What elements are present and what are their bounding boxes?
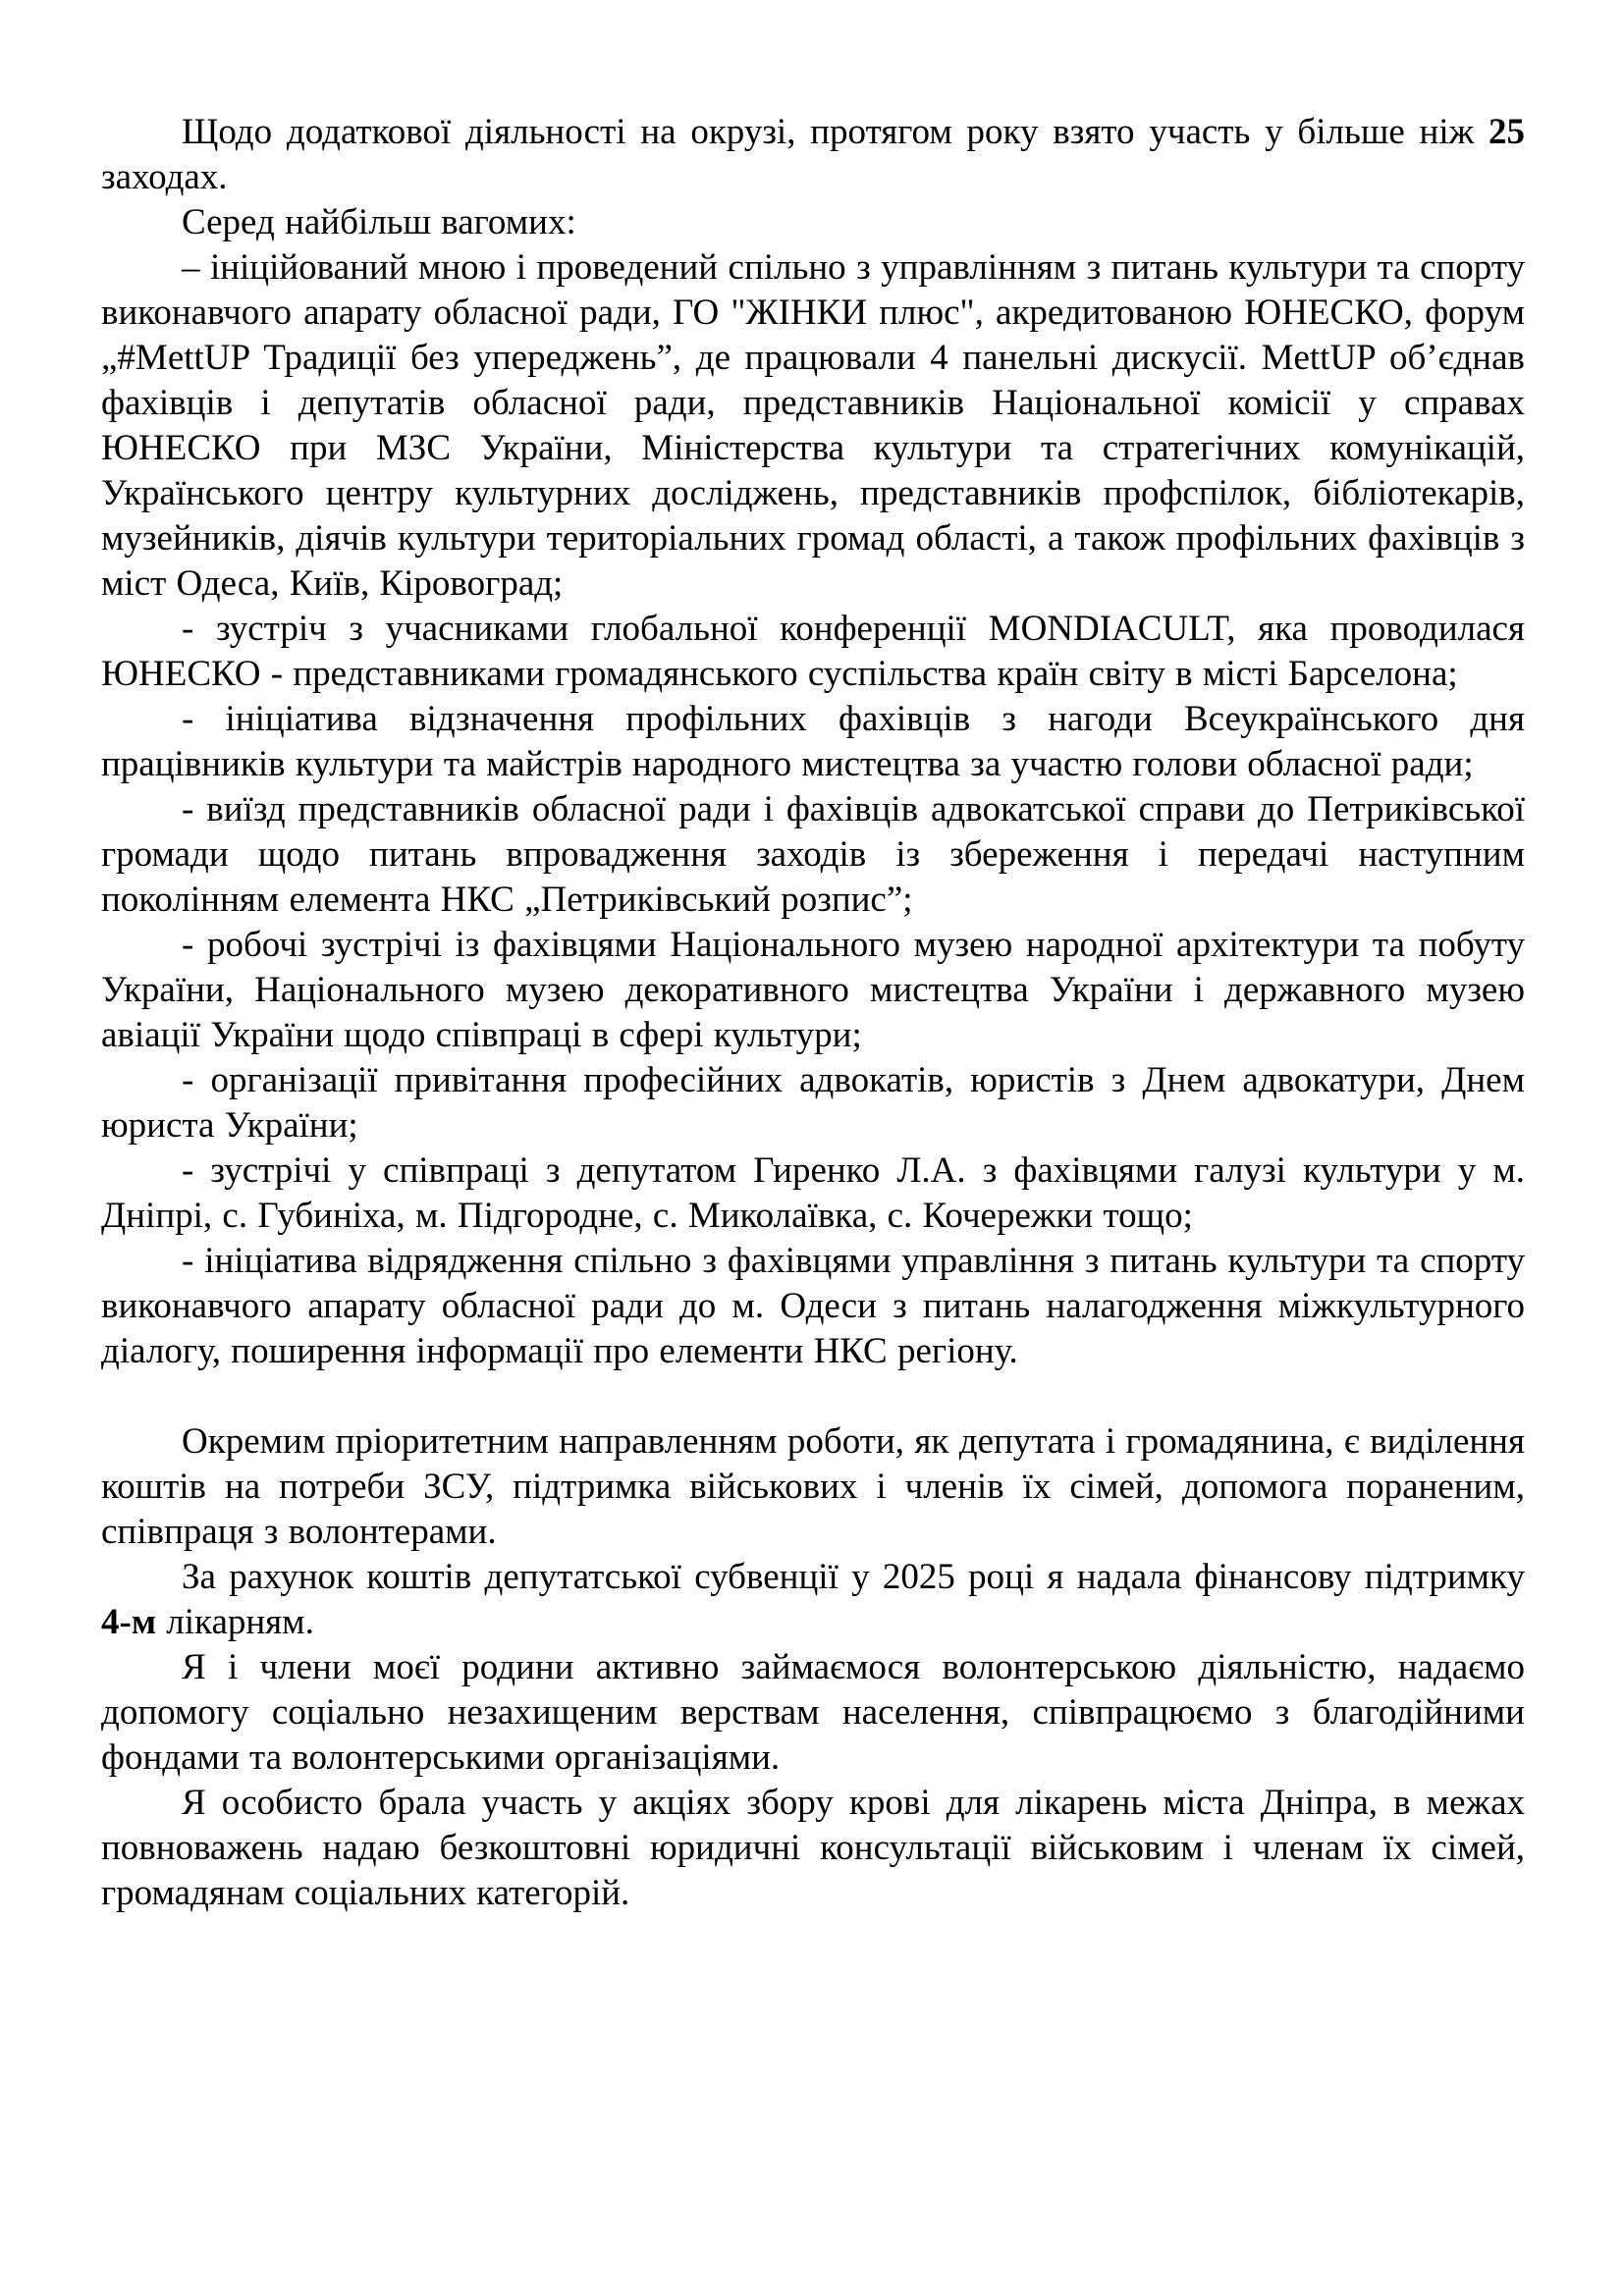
text-run: - виїзд представників обласної ради і фахівців адвокатської справи до Петриківської громади щодо питань впровадження заходів із збереження і передачі наступним поколінням елемента НКС „Петриківський розпис”; [101,789,1525,920]
text-run: Я особисто брала участь у акціях збору крові для лікарень міста Дніпра, в межах повноважень надаю безкоштовні юридичні консультації військовим і членам їх сімей, громадянам соціальних категорій. [101,1783,1525,1913]
paragraph-most-significant-heading [101,200,1525,245]
text-run: - ініціатива відзначення профільних фахівців з нагоди Всеукраїнського дня працівників культури та майстрів народного мистецтва за участю голови обласної ради; [101,699,1525,784]
text-run: За рахунок коштів депутатської субвенції у 2025 році я надала фінансову підтримку [182,1557,1525,1597]
paragraph-bullet-mondiacult-meeting [101,607,1525,697]
text-run-bold: 4-м [101,1602,157,1642]
paragraph-bullet-mettup-forum [101,245,1525,607]
text-run: Я і члени моєї родини активно займаємося волонтерською діяльністю, надаємо допомогу соціально незахищеним верствам населення, співпрацюємо з благодійними фондами та волонтерськими організаціями. [101,1647,1525,1778]
text-run: - зустріч з учасниками глобальної конференції MONDIACULT, яка проводилася ЮНЕСКО - представниками громадянського суспільства країн світу в місті Барселона; [101,609,1525,694]
text-run: - організації привітання професійних адвокатів, юристів з Днем адвокатури, Днем юриста України; [101,1060,1525,1146]
text-run-bold: 25 [1489,112,1525,152]
text-run: - ініціатива відрядження спільно з фахівцями управління з питань культури та спорту виконавчого апарату обласної ради до м. Одеси з питань налагодження міжкультурного діалогу, поширення інформації про елементи НКС регіону. [101,1241,1525,1371]
paragraph-blood-donation-consultations [101,1781,1525,1916]
paragraph-bullet-lawyers-greetings [101,1058,1525,1148]
paragraph-bullet-culture-day-initiative [101,697,1525,787]
text-run: - робочі зустрічі із фахівцями Національного музею народної архітектури та побуту України, Національного музею декоративного мистецтва України і державного музею авіації України щодо співпраці в сфері культури; [101,925,1525,1055]
text-run: Щодо додаткової діяльності на окрузі, протягом року взято участь у більше ніж [182,112,1489,152]
paragraph-family-volunteering [101,1645,1525,1781]
paragraph-bullet-odesa-trip [101,1239,1525,1374]
paragraph-events-count [101,110,1525,200]
text-run: заходах. [101,157,228,197]
paragraph-bullet-hyrenko-meetings [101,1148,1525,1239]
text-run: Окремим пріоритетним направленням роботи, як депутата і громадянина, є виділення коштів на потреби ЗСУ, підтримка військових і членів їх сімей, допомога пораненим, співпраця з волонтерами. [101,1421,1525,1552]
paragraph-bullet-petrykivka-visit [101,787,1525,923]
blank-line-spacer [101,1374,1525,1419]
paragraph-army-support-priority [101,1419,1525,1555]
text-run: – ініційований мною і проведений спільно з управлінням з питань культури та спорту виконавчого апарату обласної ради, ГО "ЖІНКИ плюс", акредитованою ЮНЕСКО, форум „#MettUP Традиції без упереджень”, де працювали 4 панельні дискусії. MettUP об’єднав фахівців і депутатів обласної ради, представників Національної комісії у справах ЮНЕСКО при МЗС України, Міністерства культури та стратегічних комунікацій, Українського центру культурних досліджень, представників профспілок, бібліотекарів, музейників, діячів культури територіальних громад області, а також профільних фахівців з міст Одеса, Київ, Кіровоград; [101,247,1525,604]
paragraph-hospitals-subvention [101,1555,1525,1645]
text-run: - зустрічі у співпраці з депутатом Гиренко Л.А. з фахівцями галузі культури у м. Дніпрі, с. Губиніха, м. Підгородне, с. Миколаївка, с. Кочережки тощо; [101,1150,1525,1236]
paragraph-bullet-museum-meetings [101,923,1525,1058]
text-run: лікарням. [156,1602,314,1642]
text-run: Серед найбільш вагомих: [182,202,576,242]
